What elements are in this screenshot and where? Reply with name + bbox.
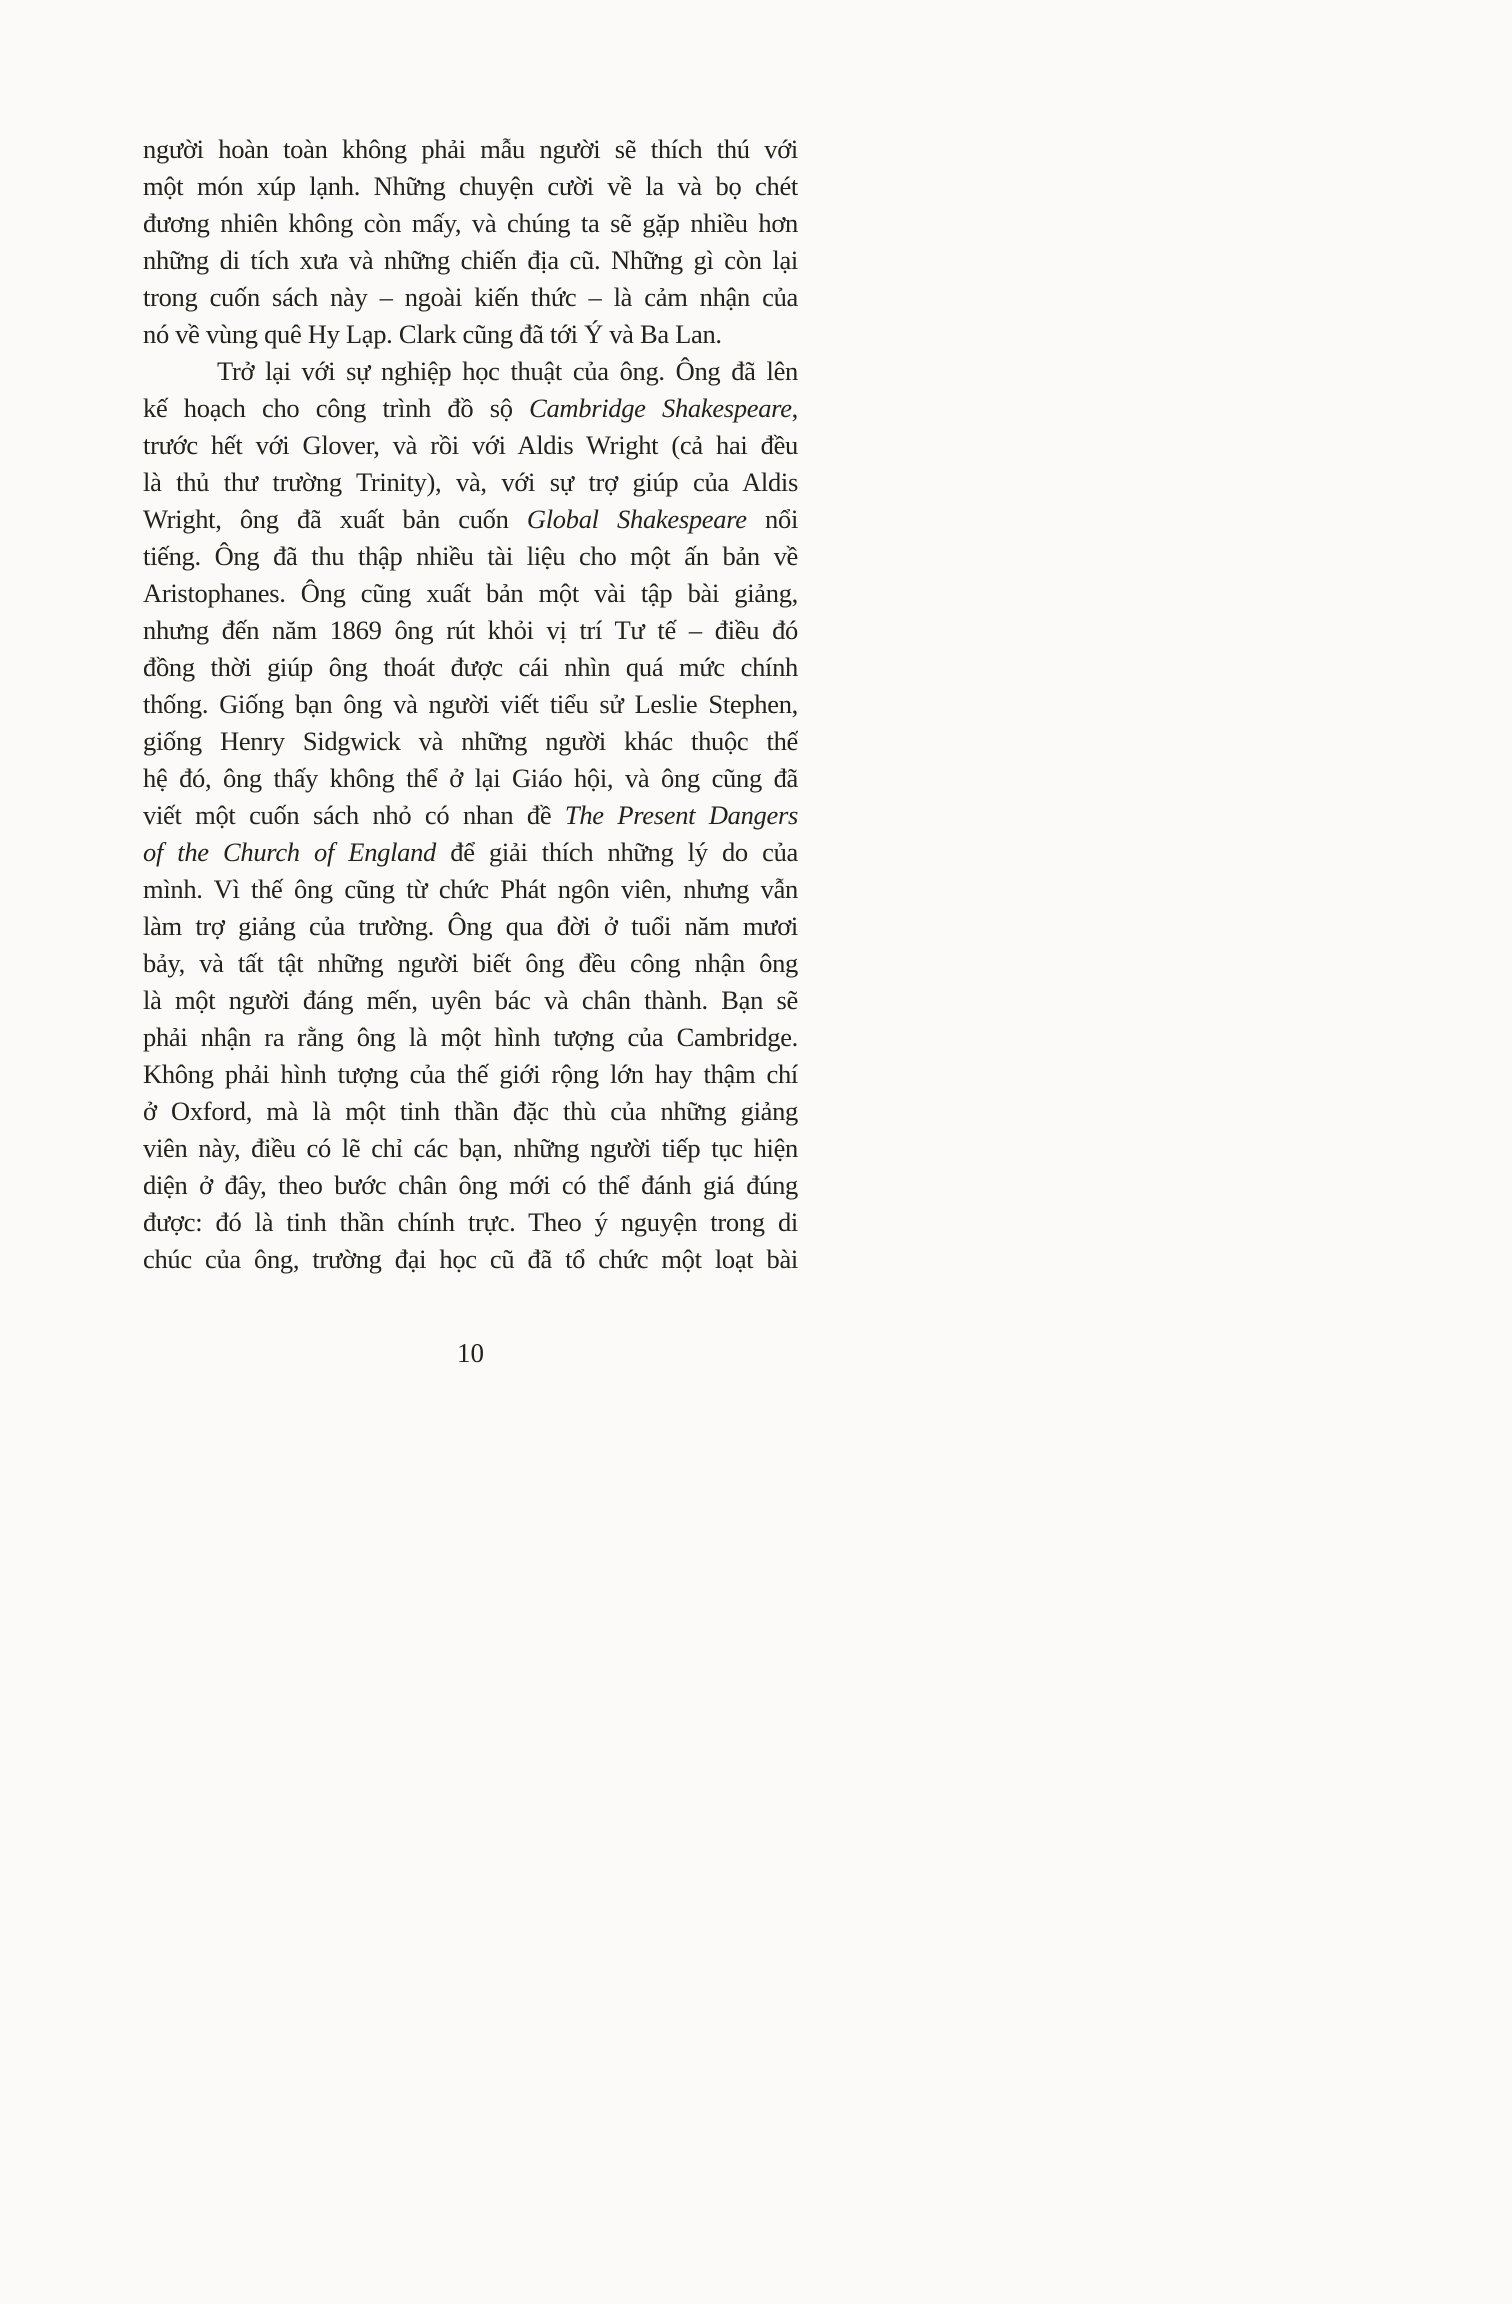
text-segment: là một người đáng mến, uyên bác và chân thành. Bạn sẽ xyxy=(143,985,798,1015)
text-line xyxy=(143,205,798,242)
text-segment: đồng thời giúp ông thoát được cái nhìn quá mức chính xyxy=(143,652,798,682)
page-number: 10 xyxy=(457,1338,484,1368)
book-title-italic: The Present Dangers xyxy=(564,800,798,830)
text-line xyxy=(143,760,798,797)
text-segment: viên này, điều có lẽ chỉ các bạn, những người tiếp tục hiện xyxy=(143,1133,798,1163)
text-segment: tiếng. Ông đã thu thập nhiều tài liệu cho một ấn bản về xyxy=(143,541,798,571)
text-segment: làm trợ giảng của trường. Ông qua đời ở tuổi năm mươi xyxy=(143,911,798,941)
text-segment: ở Oxford, mà là một tinh thần đặc thù của những giảng xyxy=(143,1096,798,1126)
text-line xyxy=(143,1130,798,1167)
text-segment: trước hết với Glover, và rồi với Aldis Wright (cả hai đều xyxy=(143,430,798,460)
text-segment: thống. Giống bạn ông và người viết tiểu sử Leslie Stephen, xyxy=(143,689,798,719)
text-segment: diện ở đây, theo bước chân ông mới có thể đánh giá đúng xyxy=(143,1170,798,1200)
text-line xyxy=(143,168,798,205)
text-segment: Aristophanes. Ông cũng xuất bản một vài tập bài giảng, xyxy=(143,578,798,608)
text-line xyxy=(143,945,798,982)
text-line xyxy=(143,279,798,316)
text-line xyxy=(143,908,798,945)
text-segment: giống Henry Sidgwick và những người khác thuộc thế xyxy=(143,726,798,756)
text-line xyxy=(143,1093,798,1130)
text-segment: Wright, ông đã xuất bản cuốn xyxy=(143,504,527,534)
text-line xyxy=(143,834,798,871)
text-line xyxy=(143,575,798,612)
text-line xyxy=(143,316,798,353)
text-segment: để giải thích những lý do của xyxy=(436,837,798,867)
text-line xyxy=(143,649,798,686)
text-line xyxy=(143,1241,798,1278)
text-segment: người hoàn toàn không phải mẫu người sẽ thích thú với xyxy=(143,134,798,164)
text-segment: nhưng đến năm 1869 ông rút khỏi vị trí Tư tế – điều đó xyxy=(143,615,798,645)
text-line xyxy=(143,982,798,1019)
text-segment: đương nhiên không còn mấy, và chúng ta sẽ gặp nhiều hơn xyxy=(143,208,798,238)
text-segment: được: đó là tinh thần chính trực. Theo ý nguyện trong di xyxy=(143,1207,798,1237)
text-line xyxy=(143,1056,798,1093)
text-segment: phải nhận ra rằng ông là một hình tượng của Cambridge. xyxy=(143,1022,798,1052)
text-line xyxy=(143,353,798,390)
text-segment: viết một cuốn sách nhỏ có nhan đề xyxy=(143,800,565,830)
text-line xyxy=(143,1167,798,1204)
text-segment: bảy, và tất tật những người biết ông đều công nhận ông xyxy=(143,948,798,978)
text-segment: hệ đó, ông thấy không thể ở lại Giáo hội, và ông cũng đã xyxy=(143,763,798,793)
text-segment: chúc của ông, trường đại học cũ đã tổ chức một loạt bài xyxy=(143,1244,798,1274)
text-segment: mình. Vì thế ông cũng từ chức Phát ngôn viên, nhưng vẫn xyxy=(143,874,798,904)
text-line xyxy=(143,612,798,649)
book-title-italic: of the Church of England xyxy=(143,837,437,867)
text-line xyxy=(143,131,798,168)
text-line xyxy=(143,1019,798,1056)
book-title-italic: Global Shakespeare xyxy=(526,504,747,534)
text-line xyxy=(143,464,798,501)
text-line xyxy=(143,427,798,464)
text-segment: Trở lại với sự nghiệp học thuật của ông. Ông đã lên xyxy=(217,356,798,386)
text-segment: Không phải hình tượng của thế giới rộng lớn hay thậm chí xyxy=(143,1059,798,1089)
text-segment: một món xúp lạnh. Những chuyện cười về la và bọ chét xyxy=(143,171,798,201)
text-line xyxy=(143,797,798,834)
text-segment: kế hoạch cho công trình đồ sộ xyxy=(143,393,530,423)
text-line xyxy=(143,538,798,575)
text-segment: nổi xyxy=(746,504,798,534)
text-segment: là thủ thư trường Trinity), và, với sự trợ giúp của Aldis xyxy=(143,467,798,497)
text-segment: nó về vùng quê Hy Lạp. Clark cũng đã tới Ý và Ba Lan. xyxy=(143,319,722,349)
text-line xyxy=(143,686,798,723)
text-line xyxy=(143,390,798,427)
text-line xyxy=(143,242,798,279)
text-line xyxy=(143,501,798,538)
text-segment: , xyxy=(791,393,798,423)
text-segment: những di tích xưa và những chiến địa cũ. Những gì còn lại xyxy=(143,245,798,275)
book-title-italic: Cambridge Shakespeare xyxy=(529,393,792,423)
text-line xyxy=(143,723,798,760)
text-line xyxy=(143,871,798,908)
page-text xyxy=(143,131,798,1278)
text-line xyxy=(143,1204,798,1241)
text-segment: trong cuốn sách này – ngoài kiến thức – là cảm nhận của xyxy=(143,282,798,312)
